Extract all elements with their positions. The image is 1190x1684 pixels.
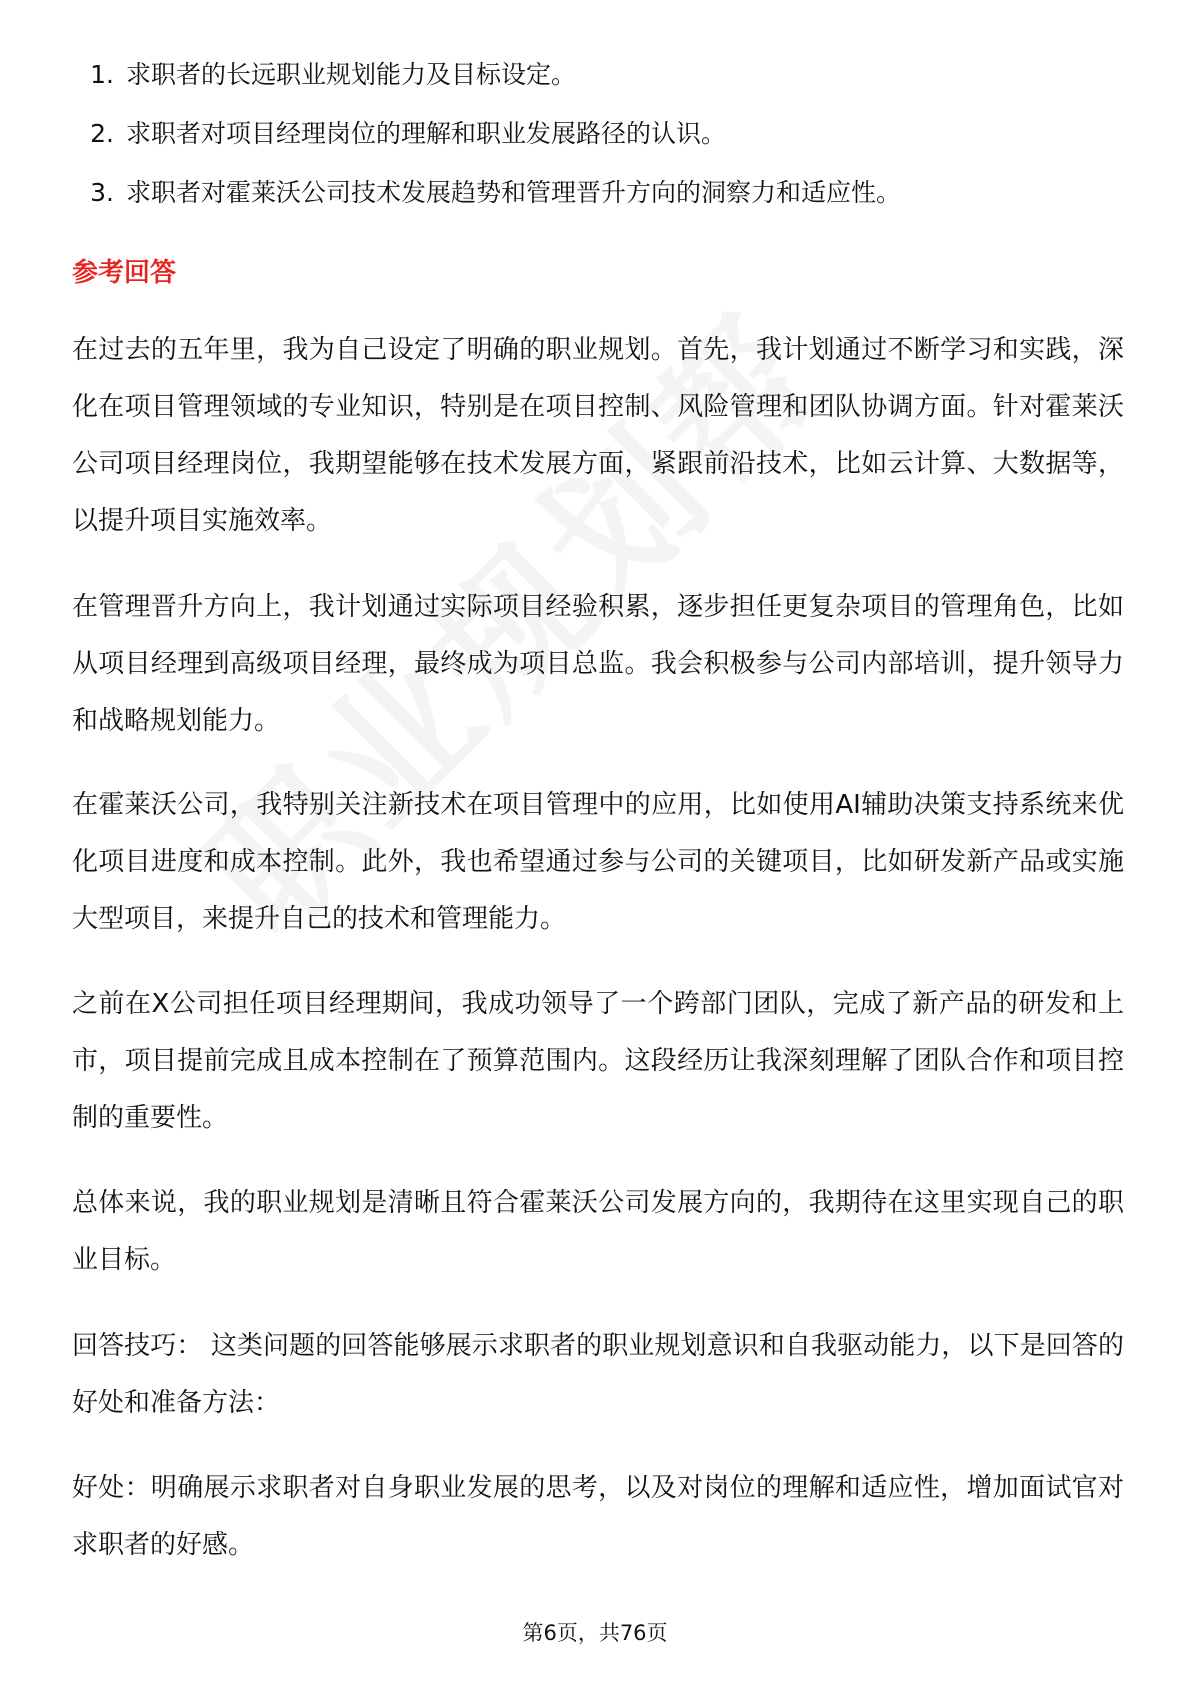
list-item-text: 求职者对霍莱沃公司技术发展趋势和管理晋升方向的洞察力和适应性。 [126,178,902,207]
list-item-number: 1. [90,60,114,89]
paragraph: 在霍莱沃公司，我特别关注新技术在项目管理中的应用，比如使用AI辅助决策支持系统来优化项目进度和成本控制。此外，我也希望通过参与公司的关键项目，比如研发新产品或实施大型项目，来提升自己的技术和管理能力。 [72,790,1124,934]
paragraph: 在管理晋升方向上，我计划通过实际项目经验积累，逐步担任更复杂项目的管理角色，比如从项目经理到高级项目经理，最终成为项目总监。我会积极参与公司内部培训，提升领导力和战略规划能力。 [72,592,1124,736]
answer-tips-paragraph: 回答技巧： 这类问题的回答能够展示求职者的职业规划意识和自我驱动能力，以下是回答的好处和准备方法： [72,1331,1124,1418]
list-item [78,174,1128,212]
page-number-footer: 第6页，共76页 [522,1621,668,1645]
list-item-text: 求职者的长远职业规划能力及目标设定。 [126,60,577,89]
section-title: 参考回答 [72,258,177,288]
list-item-number: 2. [90,119,114,148]
list-item-number: 3. [90,178,114,207]
list-item-text: 求职者对项目经理岗位的理解和职业发展路径的认识。 [126,119,727,148]
list-item [78,56,1128,94]
paragraph: 总体来说，我的职业规划是清晰且符合霍莱沃公司发展方向的，我期待在这里实现自己的职业目标。 [72,1188,1124,1275]
benefits-paragraph: 好处：明确展示求职者对自身职业发展的思考，以及对岗位的理解和适应性，增加面试官对求职者的好感。 [72,1473,1124,1560]
paragraph: 在过去的五年里，我为自己设定了明确的职业规划。首先，我计划通过不断学习和实践，深化在项目管理领域的专业知识，特别是在项目控制、风险管理和团队协调方面。针对霍莱沃公司项目经理岗位，我期望能够在技术发展方面，紧跟前沿技术，比如云计算、大数据等，以提升项目实施效率。 [72,335,1124,536]
evaluation-criteria-list [78,56,1128,233]
paragraph: 之前在X公司担任项目经理期间，我成功领导了一个跨部门团队，完成了新产品的研发和上市，项目提前完成且成本控制在了预算范围内。这段经历让我深刻理解了团队合作和项目控制的重要性。 [72,989,1124,1133]
list-item [78,115,1128,153]
